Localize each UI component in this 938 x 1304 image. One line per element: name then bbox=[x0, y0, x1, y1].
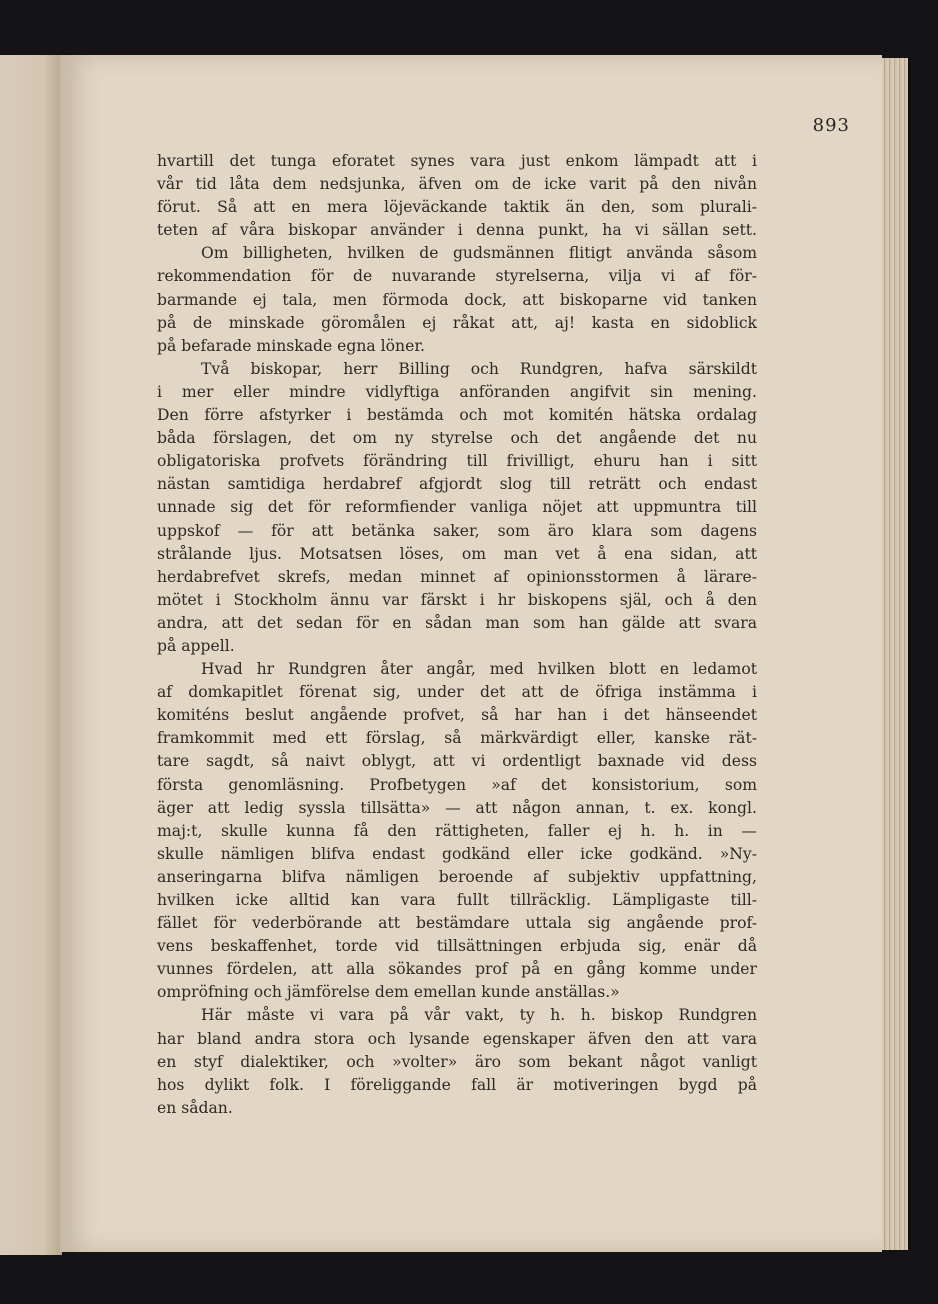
text-line: första genomläsning. Profbetygen »af det konsistorium, som bbox=[157, 775, 757, 794]
text-line: fället för vederbörande att bestämdare uttala sig angående prof- bbox=[157, 914, 757, 933]
text-line: Två biskopar, herr Billing och Rundgren, hafva särskildt bbox=[201, 359, 757, 378]
text-line: hos dylikt folk. I föreliggande fall är motiveringen bygd på bbox=[157, 1075, 757, 1094]
text-line: mötet i Stockholm ännu var färskt i hr biskopens själ, och å den bbox=[157, 590, 757, 609]
text-line: på de minskade göromålen ej råkat att, aj! kasta en sidoblick bbox=[157, 313, 757, 332]
text-line: komiténs beslut angående profvet, så har han i det hänseendet bbox=[157, 706, 757, 725]
text-line: hvilken icke alltid kan vara fullt tillräcklig. Lämpligaste till- bbox=[157, 891, 757, 909]
text-line: unnade sig det för reformfiender vanliga nöjet att uppmuntra till bbox=[157, 498, 757, 517]
text-line: herdabrefvet skrefs, medan minnet af opinionsstormen å lärare- bbox=[157, 567, 757, 586]
page-number: 893 bbox=[812, 115, 850, 136]
text-line: barmande ej tala, men förmoda dock, att biskoparne vid tanken bbox=[157, 290, 757, 309]
text-line: nästan samtidiga herdabref afgjordt slog till reträtt och endast bbox=[157, 475, 757, 494]
text-line: Hvad hr Rundgren åter angår, med hvilken blott en ledamot bbox=[201, 660, 757, 679]
text-line: vunnes fördelen, att alla sökandes prof på en gång komme under bbox=[157, 960, 757, 979]
page-stack-edge bbox=[882, 58, 908, 1250]
text-line: Den förre afstyrker i bestämda och mot komitén hätska ordalag bbox=[157, 406, 757, 425]
text-line: strålande ljus. Motsatsen löses, om man vet å ena sidan, att bbox=[157, 544, 757, 563]
text-line: anseringarna blifva nämligen beroende af subjektiv uppfattning, bbox=[157, 867, 757, 886]
text-line: vår tid låta dem nedsjunka, äfven om de icke varit på den nivån bbox=[157, 175, 757, 194]
text-line: maj:t, skulle kunna få den rättigheten, faller ej h. h. in — bbox=[157, 821, 757, 840]
text-line: framkommit med ett förslag, så märkvärdigt eller, kanske rät- bbox=[157, 729, 757, 748]
text-line: hvartill det tunga eforatet synes vara just enkom lämpadt att i bbox=[157, 152, 757, 170]
text-line: andra, att det sedan för en sådan man som han gälde att svara bbox=[157, 613, 757, 632]
text-line: uppskof — för att betänka saker, som äro klara som dagens bbox=[157, 521, 757, 540]
text-line: af domkapitlet förenat sig, under det att de öfriga instämma i bbox=[157, 683, 757, 702]
text-line: tare sagdt, så naivt oblygt, att vi ordentligt baxnade vid dess bbox=[157, 752, 757, 771]
text-line: teten af våra biskopar använder i denna punkt, ha vi sällan sett. bbox=[157, 221, 757, 240]
text-line: på appell. bbox=[157, 636, 235, 655]
text-line: har bland andra stora och lysande egenskaper äfven den att vara bbox=[157, 1029, 757, 1048]
text-line: äger att ledig syssla tillsätta» — att någon annan, t. ex. kongl. bbox=[157, 798, 757, 817]
text-line: obligatoriska profvets förändring till frivilligt, ehuru han i sitt bbox=[157, 452, 757, 471]
text-line: båda förslagen, det om ny styrelse och det angående det nu bbox=[157, 429, 757, 448]
text-line: en sådan. bbox=[157, 1098, 233, 1117]
text-line: förut. Så att en mera löjeväckande taktik än den, som plurali- bbox=[157, 198, 757, 217]
text-line: en styf dialektiker, och »volter» äro som bekant något vanligt bbox=[157, 1052, 757, 1071]
text-line: på befarade minskade egna löner. bbox=[157, 336, 426, 355]
text-line: ompröfning och jämförelse dem emellan kunde anställas.» bbox=[157, 983, 620, 1002]
text-line: skulle nämligen blifva endast godkänd eller icke godkänd. »Ny- bbox=[157, 844, 757, 863]
text-line: vens beskaffenhet, torde vid tillsättningen erbjuda sig, enär då bbox=[157, 937, 757, 956]
text-line: rekommendation för de nuvarande styrelserna, vilja vi af för- bbox=[157, 267, 757, 286]
text-line: Här måste vi vara på vår vakt, ty h. h. biskop Rundgren bbox=[201, 1006, 757, 1025]
text-line: Om billigheten, hvilken de gudsmännen flitigt använda såsom bbox=[201, 244, 757, 263]
previous-page-edge bbox=[0, 55, 62, 1255]
text-line: i mer eller mindre vidlyftiga anföranden angifvit sin mening. bbox=[157, 382, 757, 401]
body-text bbox=[157, 150, 757, 1120]
